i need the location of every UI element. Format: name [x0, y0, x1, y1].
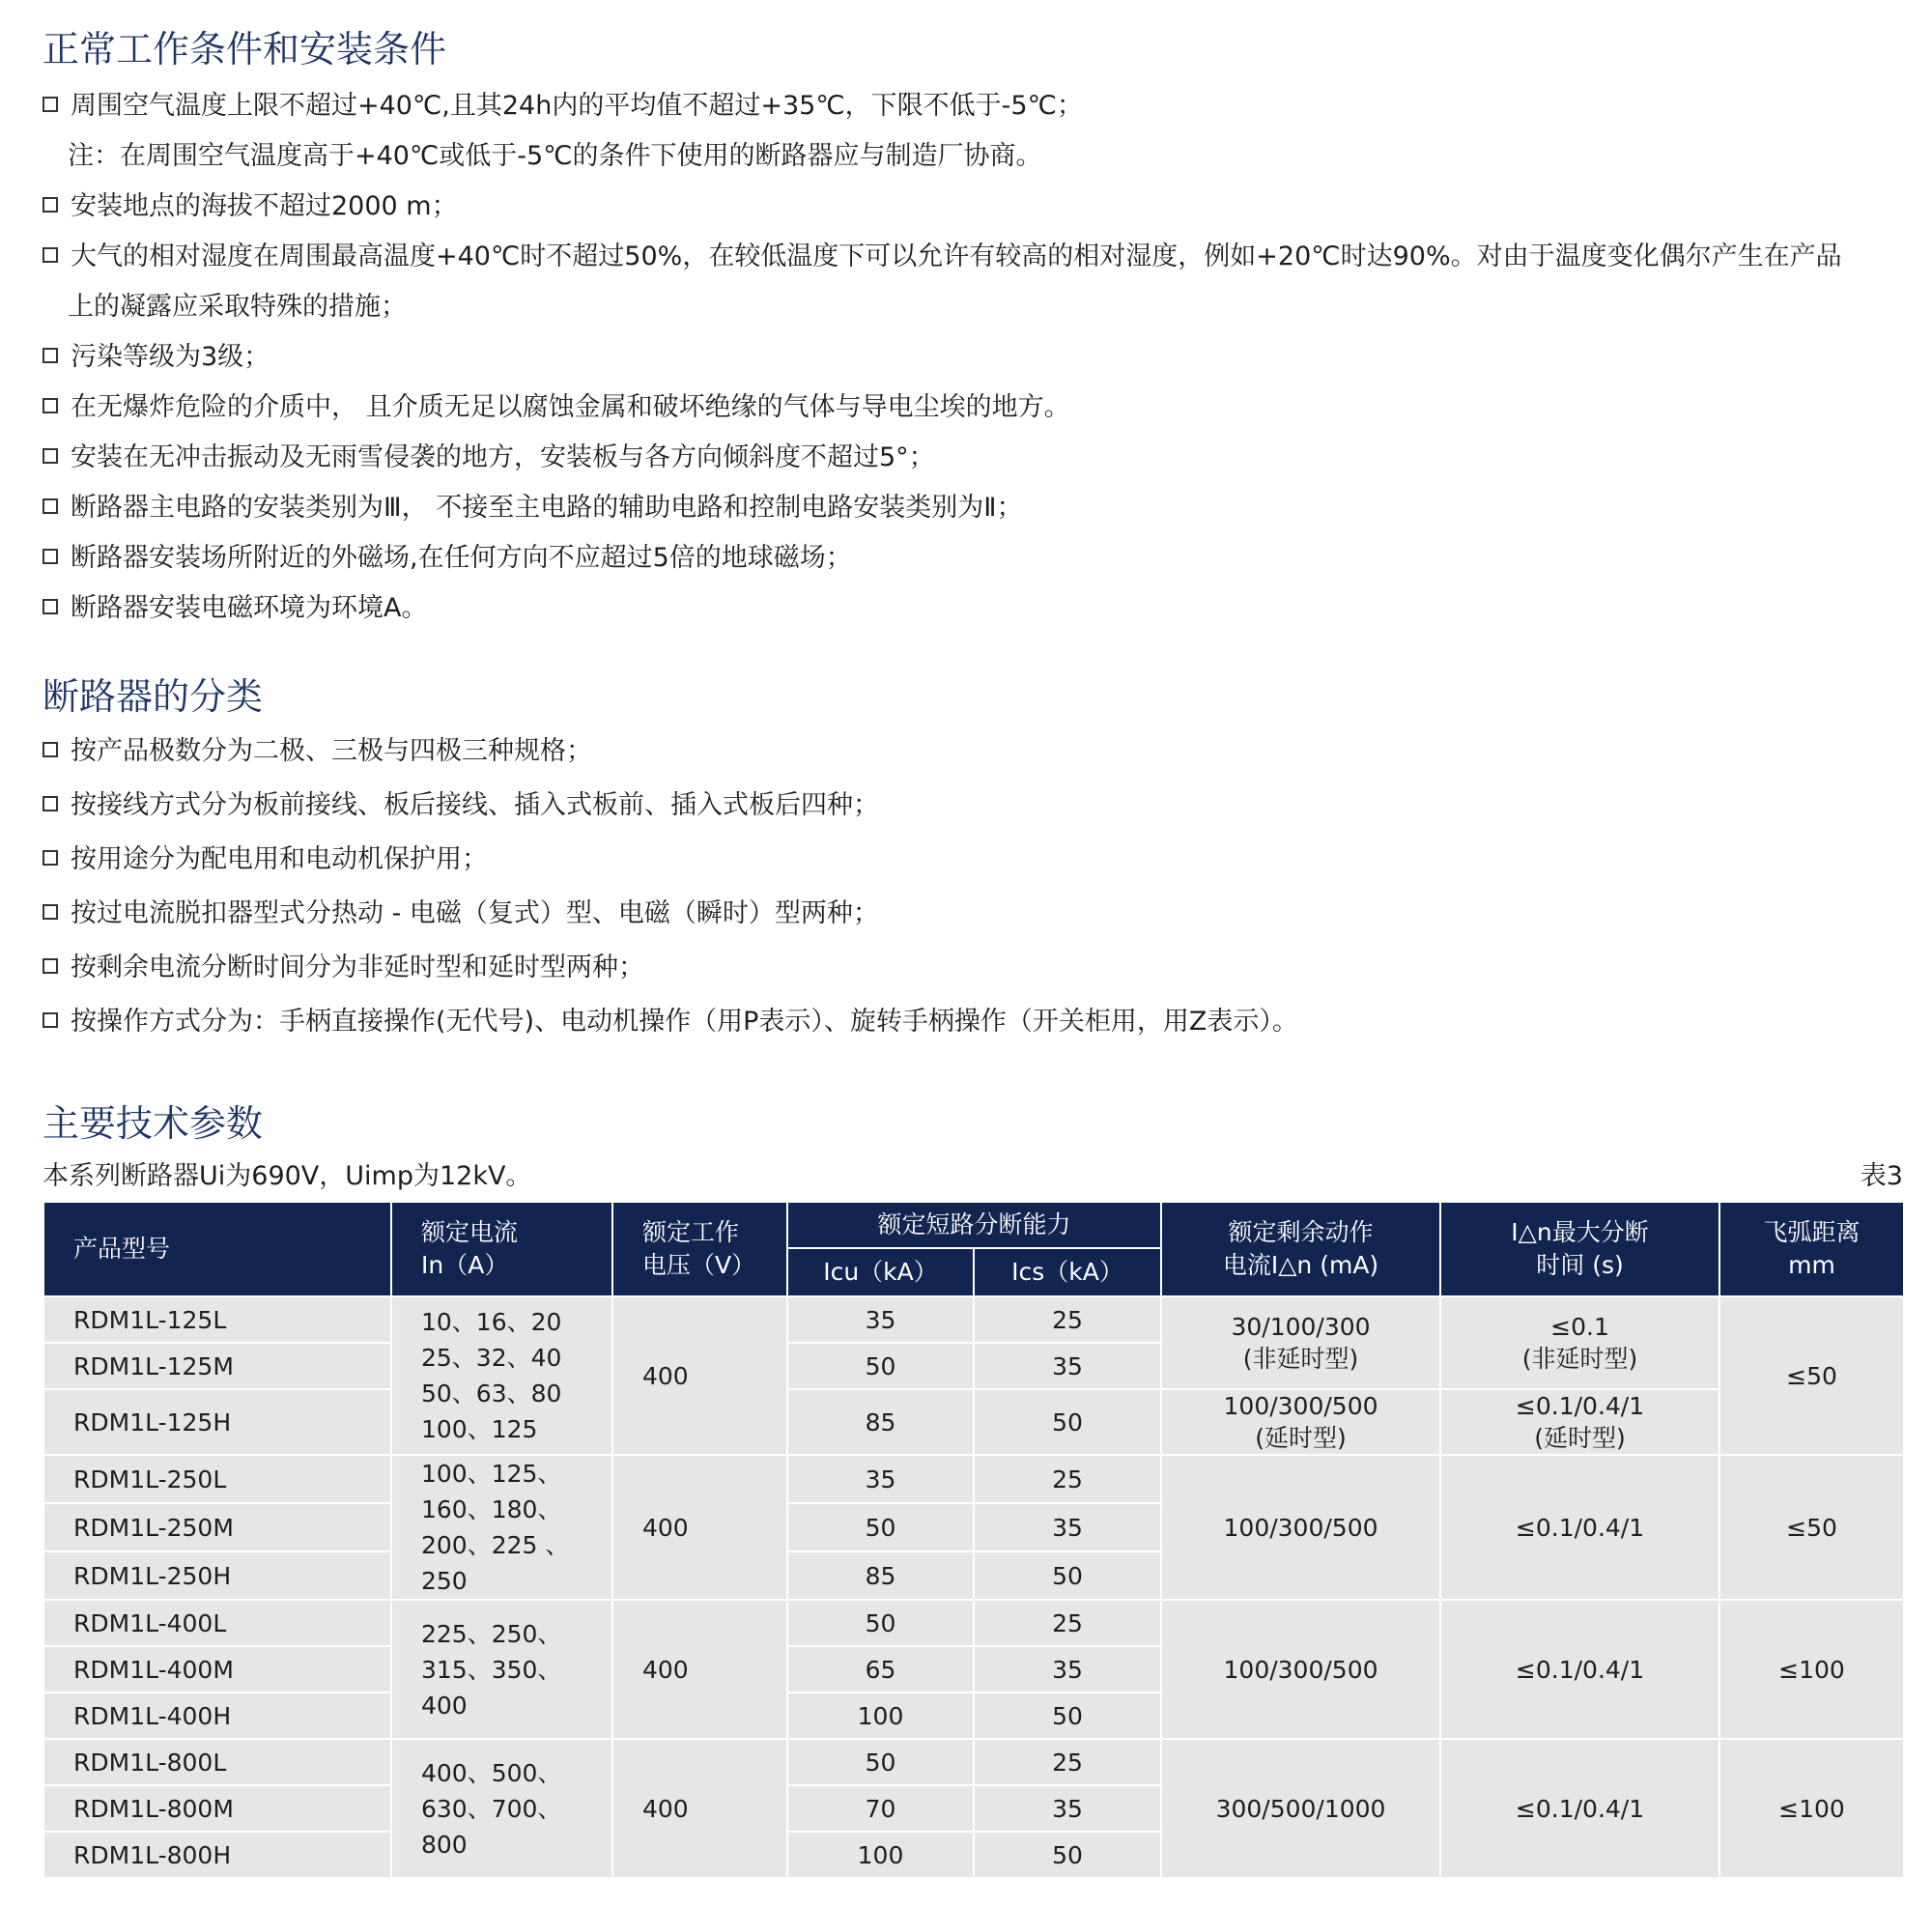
voltage-cell: 400 — [612, 1600, 787, 1739]
list-item-continuation: 上的凝露应采取特殊的措施； — [68, 292, 407, 322]
ics-cell: 50 — [974, 1551, 1161, 1600]
bullet-box-icon — [43, 796, 58, 811]
params-subtitle: 本系列断路器Ui为690V，Uimp为12kV。 — [43, 1161, 532, 1191]
ics-cell: 35 — [974, 1503, 1161, 1551]
model-cell: RDM1L-250H — [43, 1551, 391, 1600]
time-cell: ≤0.1/0.4/1 — [1440, 1455, 1719, 1600]
model-cell: RDM1L-400L — [43, 1600, 391, 1646]
icu-cell: 35 — [787, 1296, 974, 1343]
icu-cell: 85 — [787, 1551, 974, 1600]
arc-cell: ≤50 — [1719, 1296, 1904, 1455]
icu-cell: 65 — [787, 1646, 974, 1693]
current-cell: 400、500、 630、700、 800 — [391, 1739, 612, 1878]
model-cell: RDM1L-800H — [43, 1832, 391, 1878]
bullet-box-icon — [43, 1012, 58, 1028]
note-text: 注：在周围空气温度高于+40℃或低于-5℃的条件下使用的断路器应与制造厂协商。 — [68, 141, 1042, 171]
list-item: 按接线方式分为板前接线、板后接线、插入式板前、插入式板后四种； — [43, 781, 879, 831]
list-item: 安装地点的海拔不超过2000 m； — [43, 182, 458, 232]
arc-cell: ≤100 — [1719, 1739, 1904, 1878]
icu-cell: 50 — [787, 1600, 974, 1646]
list-item: 污染等级为3级； — [43, 332, 270, 383]
list-item: 按过电流脱扣器型式分热动 - 电磁（复式）型、电磁（瞬时）型两种； — [43, 889, 879, 939]
header-time: I△n最大分断 时间 (s) — [1440, 1202, 1719, 1296]
residual-cell: 100/300/500 (延时型) — [1161, 1389, 1440, 1455]
residual-cell: 300/500/1000 — [1161, 1739, 1440, 1878]
time-cell: ≤0.1/0.4/1 — [1440, 1739, 1719, 1878]
section-title-classification: 断路器的分类 — [43, 675, 264, 718]
icu-cell: 70 — [787, 1785, 974, 1832]
arc-cell: ≤100 — [1719, 1600, 1904, 1739]
ics-cell: 25 — [974, 1455, 1161, 1503]
current-cell: 10、16、20 25、32、40 50、63、80 100、125 — [391, 1296, 612, 1455]
model-cell: RDM1L-125H — [43, 1389, 391, 1455]
ics-cell: 35 — [974, 1785, 1161, 1832]
residual-cell: 100/300/500 — [1161, 1455, 1440, 1600]
time-cell: ≤0.1 (非延时型) — [1440, 1296, 1719, 1389]
voltage-cell: 400 — [612, 1739, 787, 1878]
bullet-box-icon — [43, 850, 58, 866]
ics-cell: 25 — [974, 1600, 1161, 1646]
bullet-box-icon — [43, 742, 58, 757]
ics-cell: 35 — [974, 1646, 1161, 1693]
header-breaking: 额定短路分断能力 — [787, 1202, 1161, 1248]
arc-cell: ≤50 — [1719, 1455, 1904, 1600]
model-cell: RDM1L-400M — [43, 1646, 391, 1693]
list-item: 断路器安装电磁环境为环境A。 — [43, 583, 427, 634]
icu-cell: 100 — [787, 1693, 974, 1739]
icu-cell: 50 — [787, 1739, 974, 1785]
current-cell: 100、125、 160、180、 200、225 、 250 — [391, 1455, 612, 1600]
list-item: 在无爆炸危险的介质中， 且介质无足以腐蚀金属和破坏绝缘的气体与导电尘埃的地方。 — [43, 383, 1070, 433]
icu-cell: 50 — [787, 1343, 974, 1389]
bullet-box-icon — [43, 448, 58, 464]
current-cell: 225、250、 315、350、 400 — [391, 1600, 612, 1739]
table-row — [43, 1739, 1904, 1785]
header-icu: Icu（kA） — [787, 1248, 974, 1296]
ics-cell: 50 — [974, 1693, 1161, 1739]
list-item: 安装在无冲击振动及无雨雪侵袭的地方，安装板与各方向倾斜度不超过5°； — [43, 433, 935, 483]
section-title-params: 主要技术参数 — [43, 1102, 264, 1145]
table-row — [43, 1296, 1904, 1343]
residual-cell: 100/300/500 — [1161, 1600, 1440, 1739]
bullet-box-icon — [43, 904, 58, 920]
model-cell: RDM1L-400H — [43, 1693, 391, 1739]
bullet-box-icon — [43, 958, 58, 974]
time-cell: ≤0.1/0.4/1 (延时型) — [1440, 1389, 1719, 1455]
ics-cell: 25 — [974, 1296, 1161, 1343]
time-cell: ≤0.1/0.4/1 — [1440, 1600, 1719, 1739]
header-model: 产品型号 — [43, 1202, 391, 1296]
bullet-box-icon — [43, 498, 58, 514]
icu-cell: 35 — [787, 1455, 974, 1503]
icu-cell: 100 — [787, 1832, 974, 1878]
table-row — [43, 1600, 1904, 1646]
bullet-box-icon — [43, 247, 58, 263]
model-cell: RDM1L-800L — [43, 1739, 391, 1785]
table-row — [43, 1455, 1904, 1503]
ics-cell: 50 — [974, 1832, 1161, 1878]
residual-cell: 30/100/300 (非延时型) — [1161, 1296, 1440, 1389]
bullet-box-icon — [43, 197, 58, 213]
ics-cell: 25 — [974, 1739, 1161, 1785]
list-item: 大气的相对湿度在周围最高温度+40℃时不超过50%，在较低温度下可以允许有较高的相对湿度，例如+20℃时达90%。对由于温度变化偶尔产生在产品 — [43, 232, 1842, 282]
list-item: 按用途分为配电用和电动机保护用； — [43, 835, 488, 885]
model-cell: RDM1L-800M — [43, 1785, 391, 1832]
voltage-cell: 400 — [612, 1296, 787, 1455]
list-item: 周围空气温度上限不超过+40℃,且其24h内的平均值不超过+35℃，下限不低于-5℃； — [43, 81, 1083, 131]
params-table — [43, 1201, 1905, 1879]
list-item: 断路器主电路的安装类别为Ⅲ， 不接至主电路的辅助电路和控制电路安装类别为Ⅱ； — [43, 483, 1023, 533]
model-cell: RDM1L-250M — [43, 1503, 391, 1551]
ics-cell: 50 — [974, 1389, 1161, 1455]
list-item: 按剩余电流分断时间分为非延时型和延时型两种； — [43, 943, 644, 993]
header-arc: 飞弧距离 mm — [1719, 1202, 1904, 1296]
bullet-box-icon — [43, 348, 58, 363]
header-voltage: 额定工作 电压（V） — [612, 1202, 787, 1296]
list-item: 按产品极数分为二极、三极与四极三种规格； — [43, 726, 592, 777]
model-cell: RDM1L-125M — [43, 1343, 391, 1389]
header-residual: 额定剩余动作 电流I△n (mA) — [1161, 1202, 1440, 1296]
icu-cell: 85 — [787, 1389, 974, 1455]
icu-cell: 50 — [787, 1503, 974, 1551]
model-cell: RDM1L-250L — [43, 1455, 391, 1503]
voltage-cell: 400 — [612, 1455, 787, 1600]
bullet-box-icon — [43, 549, 58, 564]
list-item: 断路器安装场所附近的外磁场,在任何方向不应超过5倍的地球磁场； — [43, 533, 852, 583]
table-row — [43, 1389, 1904, 1455]
list-item: 按操作方式分为：手柄直接操作(无代号)、电动机操作（用P表示）、旋转手柄操作（开关柜用，用Z表示）。 — [43, 997, 1298, 1047]
table-label: 表3 — [1860, 1161, 1903, 1191]
bullet-box-icon — [43, 599, 58, 614]
model-cell: RDM1L-125L — [43, 1296, 391, 1343]
header-ics: Ics（kA） — [974, 1248, 1161, 1296]
header-current: 额定电流 In（A） — [391, 1202, 612, 1296]
section-title-conditions: 正常工作条件和安装条件 — [43, 28, 447, 71]
bullet-box-icon — [43, 97, 58, 112]
ics-cell: 35 — [974, 1343, 1161, 1389]
bullet-box-icon — [43, 398, 58, 413]
